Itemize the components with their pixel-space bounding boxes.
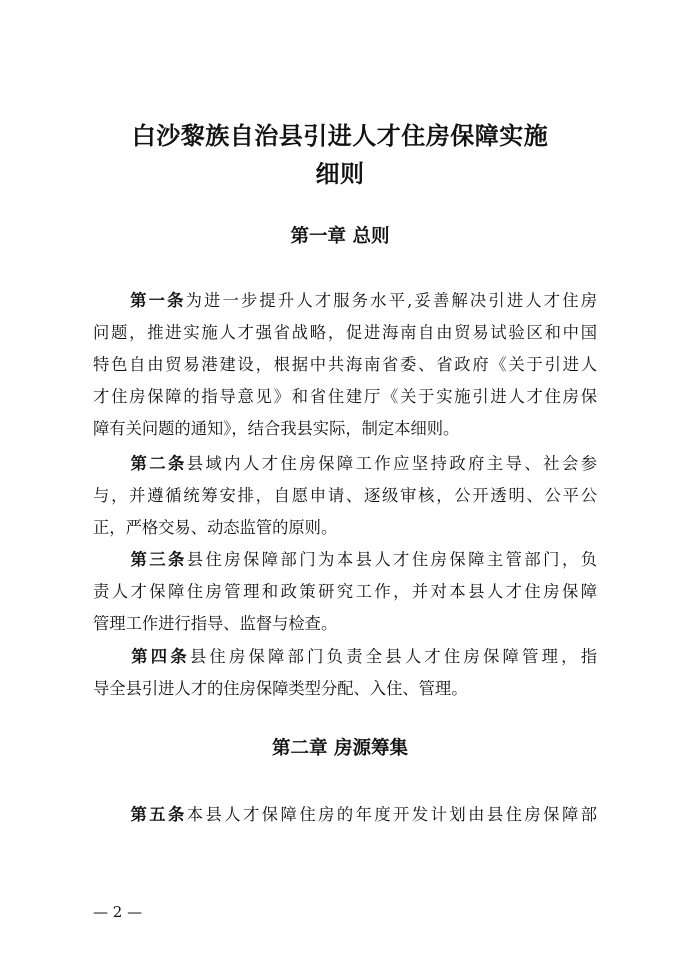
- article-4-label: 第四条: [128, 647, 190, 666]
- article-5-line-1: [93, 800, 597, 830]
- document-title: 白沙黎族自治县引进人才住房保障实施: [131, 122, 549, 150]
- article-1-line-3: 特色自由贸易港建设，根据中共海南省委、省政府《关于引进人: [93, 355, 597, 374]
- page-number: — 2 —: [93, 903, 143, 921]
- article-3-text: 县住房保障部门为本县人才住房保障主管部门，负: [186, 550, 597, 569]
- article-5-text: 本县人才保障住房的年度开发计划由县住房保障部: [186, 805, 597, 824]
- article-2-line-2: 与，并遵循统筹安排，自愿申请、逐级审核，公开透明、公平公: [93, 486, 597, 505]
- article-1-line-4: 才住房保障的指导意见》和省住建厅《关于实施引进人才住房保: [93, 387, 597, 406]
- article-5-label: 第五条: [128, 805, 187, 824]
- article-1-label: 第一条: [128, 291, 186, 310]
- article-1-line-5: 障有关问题的通知》，结合我县实际，制定本细则。: [93, 419, 460, 438]
- article-2-label: 第二条: [128, 454, 187, 473]
- article-4-line-1: [93, 642, 597, 672]
- article-2-line-3: 正，严格交易、动态监管的原则。: [93, 518, 338, 537]
- article-1-line-2: 问题，推进实施人才强省战略，促进海南自由贸易试验区和中国: [93, 323, 597, 342]
- article-3-line-3: 管理工作进行指导、监督与检查。: [93, 614, 338, 633]
- chapter-heading-1: 第一章 总则: [290, 226, 390, 247]
- article-1-line-1: [93, 286, 597, 316]
- article-1-text: 为进一步提升人才服务水平,妥善解决引进人才住房: [185, 291, 597, 310]
- article-3-line-2: 责人才保障住房管理和政策研究工作，并对本县人才住房保障: [93, 582, 597, 601]
- article-3-label: 第三条: [128, 550, 187, 569]
- article-4-text: 县住房保障部门负责全县人才住房保障管理，指: [189, 647, 597, 666]
- article-3-line-1: [93, 545, 597, 575]
- article-2-text: 县域内人才住房保障工作应坚持政府主导、社会参: [186, 454, 597, 473]
- chapter-heading-2: 第二章 房源筹集: [272, 738, 408, 759]
- document-title-continued: 细则: [315, 160, 365, 188]
- article-2-line-1: [93, 449, 597, 479]
- article-4-line-2: 导全县引进人才的住房保障类型分配、入住、管理。: [93, 679, 468, 698]
